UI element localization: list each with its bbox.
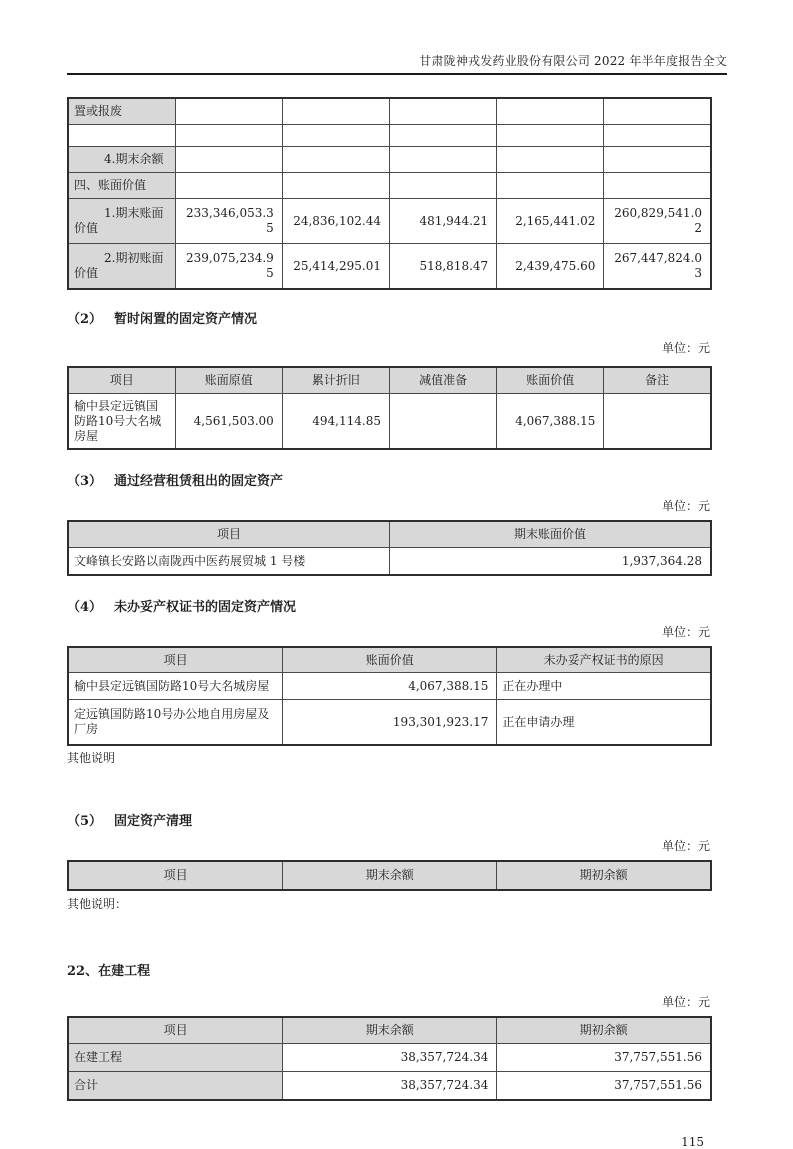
table-row — [68, 173, 711, 199]
fixed-assets-continuation-table — [67, 97, 712, 290]
page-title: 甘肃陇神戎发药业股份有限公司 2022 年半年度报告全文 — [67, 53, 727, 75]
cell — [389, 147, 496, 173]
column-header: 期初余额 — [497, 1017, 711, 1044]
cell — [604, 98, 711, 125]
cell: 37,757,551.56 — [497, 1072, 711, 1101]
cell: 239,075,234.95 — [175, 244, 282, 290]
cell: 38,357,724.34 — [283, 1072, 497, 1101]
unit-label: 单位：元 — [661, 499, 710, 513]
unit-label: 单位：元 — [661, 995, 710, 1009]
item-cell: 合计 — [68, 1072, 283, 1101]
table-row — [68, 673, 711, 700]
cell — [604, 394, 711, 450]
section-number: （5） — [67, 814, 103, 829]
column-header: 项目 — [68, 1017, 283, 1044]
row-label: 四、账面价值 — [68, 173, 175, 199]
table-header-row — [68, 521, 711, 548]
cell: 260,829,541.02 — [604, 199, 711, 244]
unit-label: 单位：元 — [661, 625, 710, 639]
column-header: 期初余额 — [497, 861, 711, 890]
cell — [389, 98, 496, 125]
other-notes-label: 其他说明： — [67, 897, 128, 911]
cell: 37,757,551.56 — [497, 1044, 711, 1072]
section-title: 暂时闲置的固定资产情况 — [114, 312, 258, 327]
section-title: 未办妥产权证书的固定资产情况 — [114, 600, 297, 615]
unit-label: 单位：元 — [661, 341, 710, 355]
cell — [604, 147, 711, 173]
cell: 25,414,295.01 — [282, 244, 389, 290]
table-row — [68, 98, 711, 125]
column-header: 账面原值 — [175, 367, 282, 394]
cell: 233,346,053.35 — [175, 199, 282, 244]
section-heading-no-certificate-assets — [67, 598, 712, 617]
cell: 193,301,923.17 — [283, 700, 497, 746]
column-header: 备注 — [604, 367, 711, 394]
cell — [175, 147, 282, 173]
cell — [497, 98, 604, 125]
row-label: 4.期末余额 — [68, 147, 175, 173]
table-row — [68, 199, 711, 244]
cell: 1,937,364.28 — [390, 548, 712, 576]
table-header-row — [68, 367, 711, 394]
cell — [497, 125, 604, 147]
leased-out-assets-table — [67, 520, 712, 576]
cell — [282, 125, 389, 147]
section-heading-leased-out-assets — [67, 472, 712, 491]
other-notes-label: 其他说明 — [67, 751, 116, 765]
page-number: 115 — [681, 1135, 704, 1149]
table-row — [68, 125, 711, 147]
table-row — [68, 548, 711, 576]
reason-cell: 正在办理中 — [497, 673, 711, 700]
cell — [282, 147, 389, 173]
no-certificate-assets-table — [67, 646, 712, 746]
cell — [497, 173, 604, 199]
idle-fixed-assets-table — [67, 366, 712, 450]
cell — [282, 98, 389, 125]
cell: 518,818.47 — [389, 244, 496, 290]
column-header: 项目 — [68, 521, 390, 548]
reason-cell: 正在申请办理 — [497, 700, 711, 746]
cell — [389, 173, 496, 199]
item-cell: 榆中县定远镇国防路10号大名城房屋 — [68, 394, 175, 450]
cell — [282, 173, 389, 199]
cell — [175, 125, 282, 147]
item-cell: 榆中县定远镇国防路10号大名城房屋 — [68, 673, 283, 700]
column-header: 项目 — [68, 647, 283, 673]
column-header: 减值准备 — [389, 367, 496, 394]
column-header: 账面价值 — [283, 647, 497, 673]
section-title: 通过经营租赁租出的固定资产 — [114, 474, 284, 489]
cell: 2,165,441.02 — [497, 199, 604, 244]
table-row — [68, 700, 711, 746]
section-heading-idle-fixed-assets — [67, 310, 712, 329]
unit-label: 单位：元 — [661, 839, 710, 853]
cell — [604, 173, 711, 199]
item-cell: 在建工程 — [68, 1044, 283, 1072]
cell: 2,439,475.60 — [497, 244, 604, 290]
fixed-assets-continuation-table-wrap — [67, 97, 712, 290]
table-row — [68, 244, 711, 290]
column-header: 未办妥产权证书的原因 — [497, 647, 711, 673]
cell — [175, 98, 282, 125]
fixed-assets-disposal-table — [67, 860, 712, 891]
section-heading-construction-in-progress: 22、在建工程 — [67, 964, 151, 979]
column-header: 累计折旧 — [282, 367, 389, 394]
column-header: 期末账面价值 — [390, 521, 712, 548]
row-label — [68, 125, 175, 147]
cell — [604, 125, 711, 147]
section-title: 固定资产清理 — [114, 814, 193, 829]
section-number: （3） — [67, 474, 103, 489]
cell — [389, 394, 496, 450]
row-label: 2.期初账面价值 — [68, 244, 175, 290]
construction-in-progress-table — [67, 1016, 712, 1101]
table-header-row — [68, 1017, 711, 1044]
column-header: 期末余额 — [283, 861, 497, 890]
cell: 24,836,102.44 — [282, 199, 389, 244]
cell: 4,561,503.00 — [175, 394, 282, 450]
cell — [389, 125, 496, 147]
section-number: （2） — [67, 312, 103, 327]
table-row — [68, 1044, 711, 1072]
table-header-row — [68, 647, 711, 673]
table-row — [68, 394, 711, 450]
column-header: 项目 — [68, 861, 283, 890]
item-cell: 文峰镇长安路以南陇西中医药展贸城 1 号楼 — [68, 548, 390, 576]
section-number: （4） — [67, 600, 103, 615]
column-header: 期末余额 — [283, 1017, 497, 1044]
cell: 4,067,388.15 — [497, 394, 604, 450]
item-cell: 定远镇国防路10号办公地自用房屋及厂房 — [68, 700, 283, 746]
column-header: 项目 — [68, 367, 175, 394]
section-heading-fixed-assets-disposal — [67, 812, 712, 831]
row-label: 1.期末账面价值 — [68, 199, 175, 244]
cell: 38,357,724.34 — [283, 1044, 497, 1072]
row-label: 置或报废 — [68, 98, 175, 125]
table-row — [68, 1072, 711, 1101]
cell: 494,114.85 — [282, 394, 389, 450]
table-header-row — [68, 861, 711, 890]
table-row — [68, 147, 711, 173]
page-content — [67, 97, 712, 1149]
cell: 267,447,824.03 — [604, 244, 711, 290]
cell: 4,067,388.15 — [283, 673, 497, 700]
column-header: 账面价值 — [497, 367, 604, 394]
cell — [497, 147, 604, 173]
cell — [175, 173, 282, 199]
cell: 481,944.21 — [389, 199, 496, 244]
